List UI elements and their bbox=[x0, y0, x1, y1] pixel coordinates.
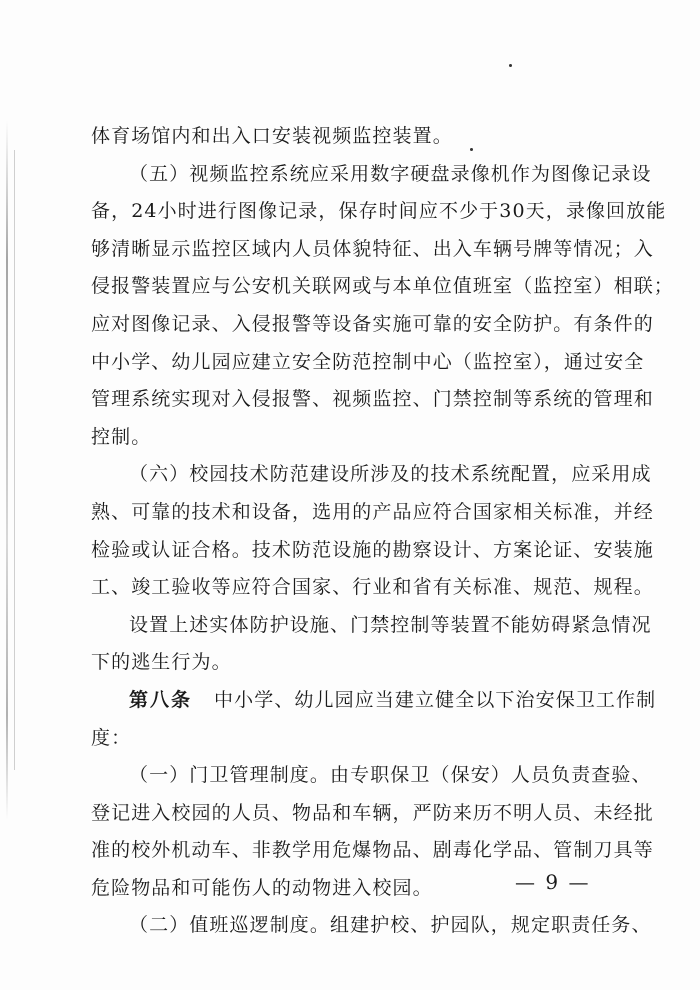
scan-speck bbox=[509, 64, 512, 67]
text-line: 下的逃生行为。 bbox=[91, 651, 232, 674]
text-line: （六）校园技术防范建设所涉及的技术系统配置，应采用成 bbox=[129, 463, 652, 486]
text-line: 工、竣工验收等应符合国家、行业和省有关标准、规范、规程。 bbox=[91, 576, 654, 599]
body-text bbox=[91, 118, 674, 945]
scan-edge-mark bbox=[6, 120, 8, 820]
article-label: 第八条 bbox=[129, 688, 193, 711]
text-line: 度： bbox=[91, 726, 132, 749]
text-line: 侵报警装置应与公安机关联网或与本单位值班室（监控室）相联； bbox=[91, 275, 674, 298]
text-line: 管理系统实现对入侵报警、视频监控、门禁控制等系统的管理和 bbox=[91, 388, 654, 411]
text-line: （五）视频监控系统应采用数字硬盘录像机作为图像记录设 bbox=[129, 162, 652, 185]
text-line: 应对图像记录、入侵报警等设备实施可靠的安全防护。有条件的 bbox=[91, 312, 654, 335]
text-line: 熟、可靠的技术和设备，选用的产品应符合国家相关标准，并经 bbox=[91, 500, 654, 523]
text-line: 够清晰显示监控区域内人员体貌特征、出入车辆号牌等情况；入 bbox=[91, 237, 654, 260]
text-line: 控制。 bbox=[91, 425, 152, 448]
text-line: 准的校外机动车、非教学用危爆物品、剧毒化学品、管制刀具等 bbox=[91, 839, 654, 862]
page-number: — 9 — bbox=[515, 870, 591, 894]
scan-edge-mark bbox=[14, 150, 15, 770]
text-line: 危险物品和可能伤人的动物进入校园。 bbox=[91, 876, 433, 899]
text-line: 备，24小时进行图像记录，保存时间应不少于30天，录像回放能 bbox=[91, 200, 667, 223]
text-line: 体育场馆内和出入口安装视频监控装置。 bbox=[91, 125, 453, 147]
text-line: （二）值班巡逻制度。组建护校、护园队，规定职责任务、 bbox=[129, 914, 652, 937]
text-line: 登记进入校园的人员、物品和车辆，严防来历不明人员、未经批 bbox=[91, 801, 654, 824]
text-line bbox=[91, 682, 657, 720]
text-line: 设置上述实体防护设施、门禁控制等装置不能妨碍紧急情况 bbox=[129, 613, 652, 636]
text-line: 检验或认证合格。技术防范设施的勘察设计、方案论证、安装施 bbox=[91, 538, 654, 561]
text-line: （一）门卫管理制度。由专职保卫（保安）人员负责查验、 bbox=[129, 764, 652, 787]
text-line: 中小学、幼儿园应建立安全防范控制中心（监控室），通过安全 bbox=[91, 350, 645, 373]
text-line-content: 中小学、幼儿园应当建立健全以下治安保卫工作制 bbox=[214, 688, 657, 711]
